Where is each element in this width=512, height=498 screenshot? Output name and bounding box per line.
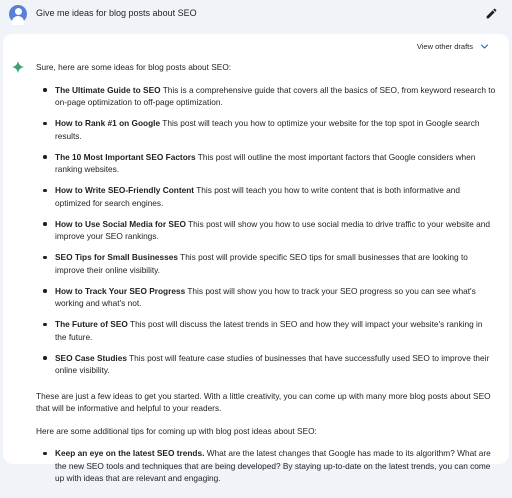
sparkle-icon: [11, 60, 25, 74]
view-other-drafts-button[interactable]: [417, 42, 489, 51]
list-item: [36, 84, 496, 109]
idea-title: How to Use Social Media for SEO: [55, 218, 186, 229]
idea-text: This post will teach you how to write content that is both informative and optimized for search engines.: [55, 185, 461, 208]
list-item: [36, 251, 496, 276]
list-item: [36, 285, 496, 310]
response-outro: These are just a few ideas to get you started. With a little creativity, you can come up with many more blog posts about SEO that will be informative and helpful to your readers.: [36, 390, 491, 413]
prompt-text: Give me ideas for blog posts about SEO: [36, 8, 197, 18]
idea-title: The 10 Most Important SEO Factors: [55, 151, 196, 162]
idea-title: SEO Case Studies: [55, 352, 127, 363]
tips-list: [36, 447, 496, 485]
prompt-bar: [0, 0, 512, 30]
list-item: [36, 352, 496, 377]
pencil-icon[interactable]: [485, 7, 498, 20]
idea-text: This post will provide specific SEO tips for small businesses that are looking to improve their online visibility.: [55, 252, 468, 275]
ideas-list: [36, 84, 496, 377]
list-item: [36, 218, 496, 243]
list-item: [36, 184, 496, 209]
list-item: [36, 117, 496, 142]
tip-title: Keep an eye on the latest SEO trends.: [55, 448, 205, 458]
response-card: [3, 34, 509, 483]
tips-intro: Here are some additional tips for coming up with blog post ideas about SEO:: [36, 425, 317, 436]
tip-text: What are the latest changes that Google has made to its algorithm? What are the new SEO tools and techniques that are being developed? By staying up-to-date on the latest trends, you can come up with ideas that are relevant and engaging.: [55, 448, 491, 483]
idea-title: The Future of SEO: [55, 319, 128, 329]
list-item: [36, 318, 496, 343]
idea-text: This post will discuss the latest trends in SEO and how they will impact your website's ranking in the future.: [55, 319, 483, 342]
list-item: [36, 151, 496, 176]
response-content: [36, 61, 496, 498]
chevron-down-icon: [480, 42, 489, 51]
idea-text: This is a comprehensive guide that covers all the basics of SEO, from keyword research to on-page optimization to off-page optimization.: [55, 84, 496, 107]
response-intro: Sure, here are some ideas for blog posts about SEO:: [36, 62, 232, 72]
view-other-drafts-label: View other drafts: [416, 42, 473, 51]
idea-text: This post will teach you how to optimize your website for the top spot in Google search results.: [55, 118, 480, 141]
idea-text: This post will outline the most important factors that Google considers when ranking websites.: [55, 151, 476, 174]
idea-text: This post will feature case studies of businesses that have successfully used SEO to improve their online visibility.: [55, 352, 490, 375]
idea-title: How to Rank #1 on Google: [55, 118, 161, 128]
idea-text: This post will show you how to track your SEO progress so you can see what's working and what's not.: [55, 285, 476, 308]
idea-title: The Ultimate Guide to SEO: [55, 84, 161, 95]
idea-title: SEO Tips for Small Businesses: [55, 252, 178, 262]
idea-title: How to Track Your SEO Progress: [55, 285, 186, 296]
list-item: [36, 447, 496, 485]
idea-title: How to Write SEO-Friendly Content: [55, 185, 195, 195]
idea-text: This post will show you how to use social media to drive traffic to your website and improve your SEO rankings.: [55, 218, 490, 241]
user-avatar-icon[interactable]: [9, 5, 27, 23]
